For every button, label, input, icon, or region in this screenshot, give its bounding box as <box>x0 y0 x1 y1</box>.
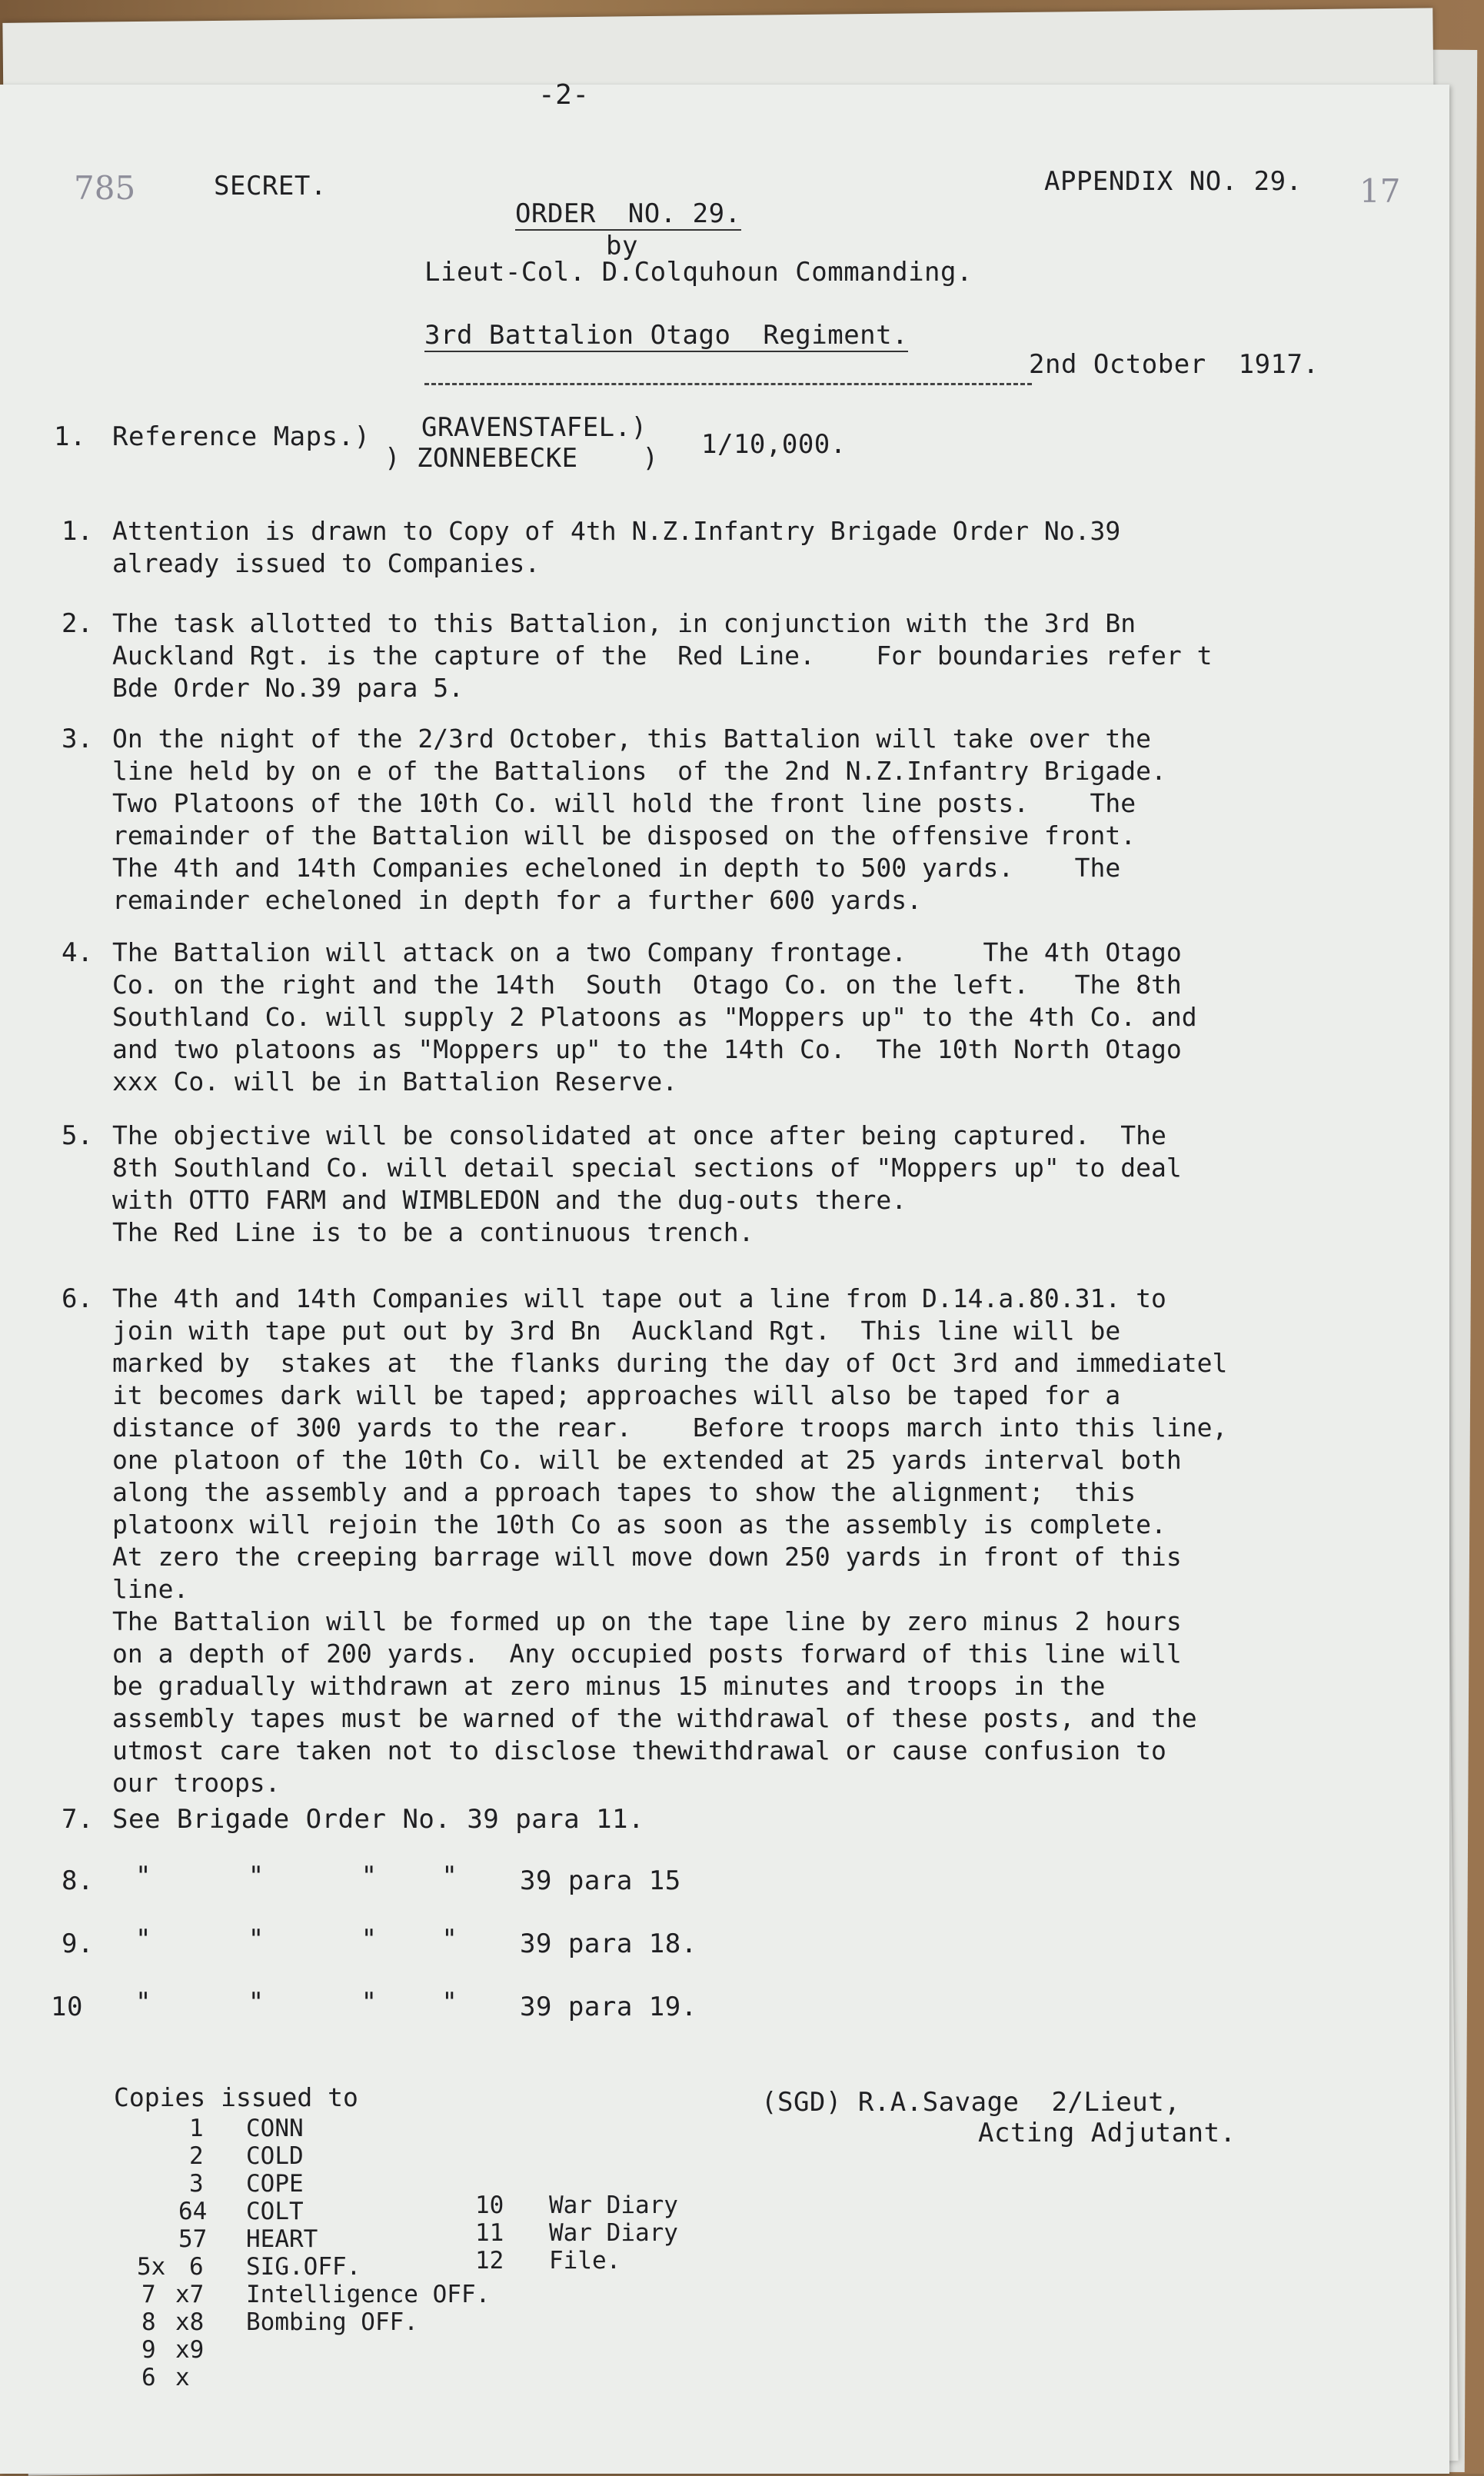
brigade-ref-number: 7. <box>62 1804 94 1835</box>
appendix-label: APPENDIX NO. 29. <box>1044 166 1303 197</box>
copy-recipient: COLD <box>246 2142 304 2170</box>
copy-recipient: SIG.OFF. <box>246 2253 361 2281</box>
reference-map-2: ) ZONNEBECKE ) <box>384 443 659 474</box>
reference-number: 1. <box>54 421 86 452</box>
copy-recipient: File. <box>549 2247 621 2275</box>
order-date: 2nd October 1917. <box>1029 349 1319 380</box>
copy-number: 6 <box>189 2253 204 2281</box>
ditto-marks: " " " " <box>135 1987 458 2018</box>
copy-recipient: HEART <box>246 2225 318 2253</box>
copy-recipient: COPE <box>246 2170 304 2198</box>
signature-line: (SGD) R.A.Savage 2/Lieut, <box>761 2087 1181 2118</box>
copy-number: x <box>175 2364 190 2391</box>
paragraph-text: The task allotted to this Battalion, in conjunction with the 3rd Bn Auckland Rgt. is the capture of the Red Line. For boundaries refer t Bde Order No.39 para 5. <box>112 608 1213 703</box>
copy-number: 64 <box>178 2198 208 2225</box>
page-number: -2- <box>538 79 590 111</box>
reference-scale: 1/10,000. <box>701 429 847 460</box>
brigade-ref-number: 10 <box>51 1992 83 2022</box>
paragraph-text: The 4th and 14th Companies will tape out a line from D.14.a.80.31. to join with tape put out by 3rd Bn Auckland Rgt. This line will be marked by stakes at the flanks during the day of Oct 3rd and immediatel it becomes dark will be taped; approaches will also be taped for a distance of 300 yards to the rear. Before troops march into this line, one platoon of the 10th Co. will be extended at 25 yards interval both along the assembly and a pproach tapes to show the alignment; this platoonx will rejoin the 10th Co as soon as the assembly is complete. At zero the creeping barrage will move down 250 yards in front of this line. The Battalion will be formed up on the tape line by zero minus 2 hours on a depth of 200 yards. Any occupied posts forward of this line will be gradually withdrawn at zero minus 15 minutes and troops in the assembly tapes must be warned of the withdrawal of these posts, and the utmost care taken not to disclose thewithdrawal or cause confusion to our troops. <box>112 1283 1228 1798</box>
paragraph-text: Attention is drawn to Copy of 4th N.Z.Infantry Brigade Order No.39 already issued to Companies. <box>112 516 1121 578</box>
classification: SECRET. <box>214 171 327 201</box>
paragraph-number: 2. <box>62 608 93 639</box>
signature-title: Acting Adjutant. <box>978 2118 1236 2148</box>
brigade-ref-number: 8. <box>62 1865 94 1896</box>
copy-prefix: 7 <box>141 2281 156 2308</box>
commander: Lieut-Col. D.Colquhoun Commanding. <box>424 257 973 288</box>
pencil-page-number: 17 <box>1359 172 1401 210</box>
order-title: ORDER NO. 29. <box>515 198 741 229</box>
copy-prefix: 6 <box>141 2364 156 2391</box>
paragraph-number: 1. <box>62 516 93 547</box>
unit-name: 3rd Battalion Otago Regiment. <box>424 320 909 351</box>
copy-number: x8 <box>175 2308 205 2336</box>
reference-label: Reference Maps.) <box>112 421 371 452</box>
brigade-ref-number: 9. <box>62 1929 94 1959</box>
copy-prefix: 5x <box>137 2253 166 2281</box>
paragraph-number: 3. <box>62 724 93 754</box>
pencil-folio: 785 <box>74 169 136 207</box>
ditto-marks: " " " " <box>135 1861 458 1892</box>
paragraph-number: 5. <box>62 1120 93 1151</box>
copy-recipient: COLT <box>246 2198 304 2225</box>
copy-number: 57 <box>178 2225 208 2253</box>
separator <box>424 383 1032 385</box>
reference-map-1: GRAVENSTAFEL.) <box>421 412 647 443</box>
copies-heading: Copies issued to <box>114 2082 358 2112</box>
ditto-marks: " " " " <box>135 1924 458 1955</box>
copy-recipient: Intelligence OFF. <box>246 2281 491 2308</box>
brigade-ref-text: 39 para 15 <box>520 1865 681 1896</box>
brigade-ref-text: 39 para 19. <box>520 1992 697 2022</box>
copy-number: 10 <box>475 2191 504 2219</box>
copy-number: 12 <box>475 2247 504 2275</box>
copy-prefix: 8 <box>141 2308 156 2336</box>
copy-number: 1 <box>189 2115 204 2142</box>
document-page <box>0 79 1449 2474</box>
brigade-ref-text: 39 para 18. <box>520 1929 697 1959</box>
brigade-ref-text: See Brigade Order No. 39 para 11. <box>112 1804 645 1835</box>
copy-recipient: War Diary <box>549 2219 678 2247</box>
copy-number: 3 <box>189 2170 204 2198</box>
paragraph-text: The objective will be consolidated at once after being captured. The 8th Southland Co. will detail special sections of "Moppers up" to deal with OTTO FARM and WIMBLEDON and the dug-outs there. The Red Line is to be a continuous trench. <box>112 1120 1182 1247</box>
order-by: by <box>606 231 638 261</box>
paragraph-text: The Battalion will attack on a two Company frontage. The 4th Otago Co. on the right and the 14th South Otago Co. on the left. The 8th Southland Co. will supply 2 Platoons as "Moppers up" to the 4th Co. and and two platoons as "Moppers up" to the 14th Co. The 10th North Otago xxx Co. will be in Battalion Reserve. <box>112 937 1197 1097</box>
copy-number: x9 <box>175 2336 205 2364</box>
paragraph-number: 4. <box>62 937 93 968</box>
paragraph-text: On the night of the 2/3rd October, this Battalion will take over the line held by on e of the Battalions of the 2nd N.Z.Infantry Brigade. Two Platoons of the 10th Co. will hold the front line posts. The remainder of the Battalion will be disposed on the offensive front. The 4th and 14th Companies echeloned in depth to 500 yards. The remainder echeloned in depth for a further 600 yards. <box>112 724 1166 915</box>
copy-recipient: CONN <box>246 2115 304 2142</box>
copy-recipient: War Diary <box>549 2191 678 2219</box>
copy-prefix: 9 <box>141 2336 156 2364</box>
copy-recipient: Bombing OFF. <box>246 2308 418 2336</box>
paragraph-number: 6. <box>62 1283 93 1314</box>
copy-number: 2 <box>189 2142 204 2170</box>
copy-number: x7 <box>175 2281 205 2308</box>
copy-number: 11 <box>475 2219 504 2247</box>
